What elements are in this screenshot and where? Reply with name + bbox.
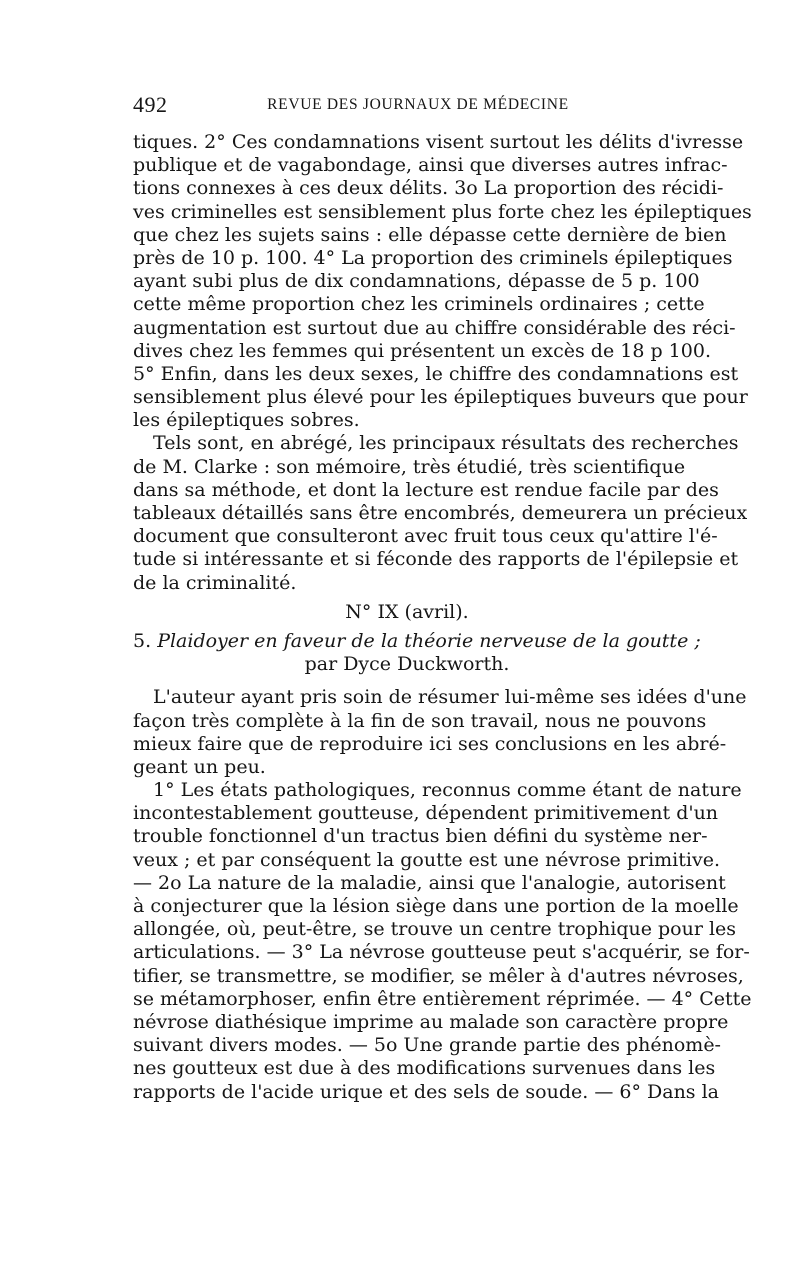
- text-line: cette même proportion chez les criminels ordinaires ; cette: [133, 293, 705, 316]
- article-number: 5.: [133, 629, 152, 652]
- running-title: REVUE DES JOURNAUX DE MÉDECINE: [267, 96, 569, 113]
- paragraph-summary: [133, 432, 748, 594]
- text-line: suivant divers modes. — 5o Une grande partie des phénomè-: [133, 1034, 721, 1057]
- text-line: de M. Clarke : son mémoire, très étudié, très scientifique: [133, 455, 686, 478]
- article-author: par Dyce Duckworth.: [304, 653, 510, 676]
- paragraph-conclusions: [133, 779, 752, 1104]
- text-line: incontestablement goutteuse, dépendent primitivement d'un: [133, 802, 719, 825]
- page-number: 492: [133, 92, 168, 117]
- text-line: ves criminelles est sensiblement plus forte chez les épileptiques: [133, 200, 752, 223]
- text-line: 1° Les états pathologiques, reconnus comme étant de nature: [153, 779, 742, 802]
- paragraph-intro: [133, 686, 747, 779]
- text-line: tions connexes à ces deux délits. 3o La proportion des récidi-: [133, 177, 724, 200]
- text-line: augmentation est surtout due au chiffre considérable des réci-: [133, 316, 736, 339]
- text-line: document que consulteront avec fruit tous ceux qu'attire l'é-: [133, 525, 718, 548]
- text-line: dans sa méthode, et dont la lecture est rendue facile par des: [133, 478, 719, 501]
- text-line: ayant subi plus de dix condamnations, dépasse de 5 p. 100: [133, 270, 700, 293]
- text-line: — 2o La nature de la maladie, ainsi que l'analogie, autorisent: [133, 871, 726, 894]
- text-line: près de 10 p. 100. 4° La proportion des criminels épileptiques: [133, 246, 733, 269]
- text-line: veux ; et par conséquent la goutte est une névrose primitive.: [133, 848, 720, 871]
- text-line: les épileptiques sobres.: [133, 409, 360, 432]
- text-line: à conjecturer que la lésion siège dans une portion de la moelle: [133, 895, 739, 917]
- text-line: se métamorphoser, enfin être entièrement réprimée. — 4° Cette: [133, 987, 752, 1010]
- article-title-line: [133, 629, 701, 653]
- text-line: tifier, se transmettre, se modifier, se mêler à d'autres névroses,: [133, 964, 744, 987]
- text-line: tableaux détaillés sans être encombrés, demeurera un précieux: [133, 502, 748, 524]
- issue-heading: N° IX (avril).: [345, 600, 469, 623]
- text-line: allongée, où, peut-être, se trouve un centre trophique pour les: [133, 918, 737, 941]
- text-line: rapports de l'acide urique et des sels de soude. — 6° Dans la: [133, 1080, 719, 1103]
- text-line: dives chez les femmes qui présentent un excès de 18 p 100.: [133, 339, 711, 362]
- paragraph-statistics: [133, 131, 752, 432]
- text-line: névrose diathésique imprime au malade son caractère propre: [133, 1010, 729, 1033]
- text-line: tiques. 2° Ces condamnations visent surtout les délits d'ivresse: [133, 131, 744, 153]
- text-line: geant un peu.: [133, 755, 266, 778]
- spacer: [133, 676, 681, 686]
- article-title: Plaidoyer en faveur de la théorie nerveuse de la goutte ;: [157, 629, 701, 652]
- text-line: tude si intéressante et si féconde des rapports de l'épilepsie et: [133, 548, 739, 571]
- text-line: nes goutteux est due à des modifications survenues dans les: [133, 1057, 716, 1080]
- text-line: de la criminalité.: [133, 571, 297, 594]
- text-line: L'auteur ayant pris soin de résumer lui-même ses idées d'une: [153, 686, 747, 709]
- body-text: [133, 131, 752, 1104]
- page-header: [133, 92, 683, 118]
- text-line: publique et de vagabondage, ainsi que diverses autres infrac-: [133, 154, 728, 177]
- text-line: articulations. — 3° La névrose goutteuse peut s'acquérir, se for-: [133, 941, 750, 964]
- text-line: sensiblement plus élevé pour les épileptiques buveurs que pour: [133, 386, 748, 409]
- text-line: mieux faire que de reproduire ici ses conclusions en les abré-: [133, 732, 727, 755]
- text-line: trouble fonctionnel d'un tractus bien défini du système ner-: [133, 825, 708, 848]
- text-line: 5° Enfin, dans les deux sexes, le chiffre des condamnations est: [133, 362, 739, 385]
- text-line: Tels sont, en abrégé, les principaux résultats des recherches: [153, 432, 739, 455]
- text-line: façon très complète à la fin de son travail, nous ne pouvons: [133, 709, 707, 732]
- text-line: que chez les sujets sains : elle dépasse cette dernière de bien: [133, 223, 727, 246]
